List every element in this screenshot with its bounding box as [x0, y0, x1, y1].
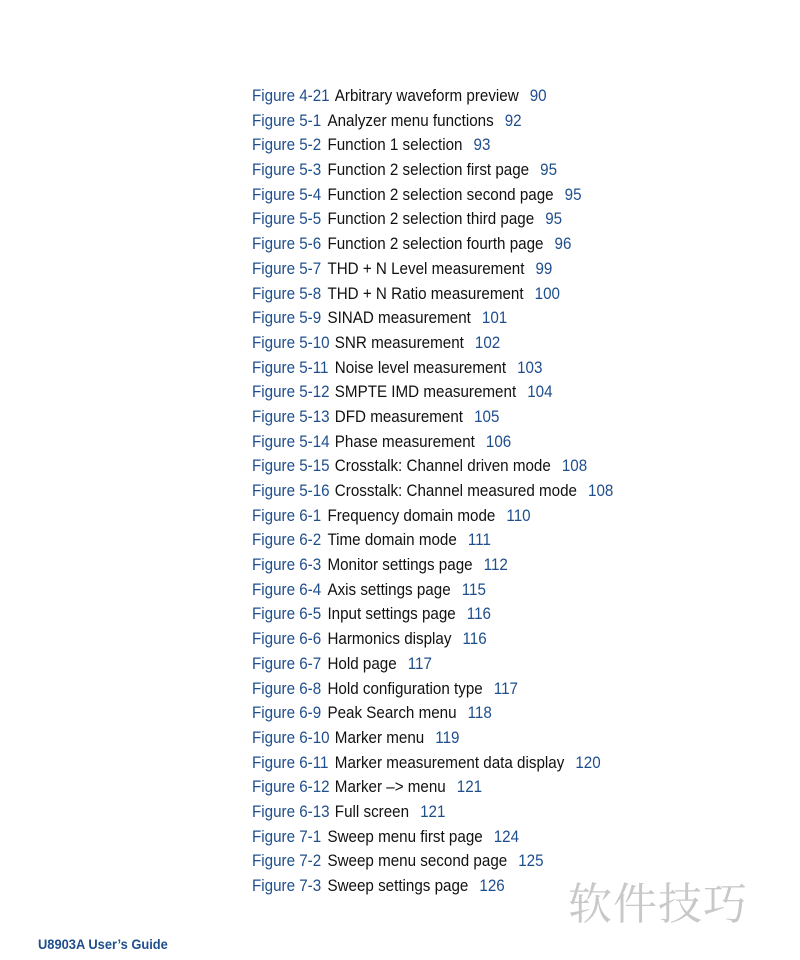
figure-entry [252, 183, 613, 208]
figure-entry [252, 454, 613, 479]
figure-title: Sweep menu first page [327, 827, 483, 846]
figure-label: Figure 5-16 [252, 482, 330, 500]
figure-label: Figure 5-6 [252, 235, 322, 254]
figure-title: Phase measurement [334, 432, 475, 451]
figure-title: Marker –> menu [334, 778, 446, 797]
figure-page-number: 116 [466, 605, 491, 624]
figure-label: Figure 5-14 [252, 432, 330, 451]
figure-label: Figure 5-15 [252, 457, 330, 476]
figure-entry [252, 553, 613, 578]
figure-label: Figure 6-11 [252, 753, 329, 772]
figure-title: Arbitrary waveform preview [334, 87, 519, 105]
figure-entry [252, 430, 613, 455]
figure-title: Time domain mode [327, 531, 457, 550]
figure-title: Axis settings page [327, 580, 451, 599]
figure-page-number: 105 [474, 407, 500, 426]
figure-entry [252, 825, 613, 850]
figure-label: Figure 7-1 [252, 827, 322, 846]
figure-page-number: 104 [527, 383, 553, 402]
figure-label: Figure 5-5 [252, 210, 322, 229]
figure-entry [252, 331, 613, 356]
figure-page-number: 108 [588, 482, 614, 500]
figure-title: Crosstalk: Channel driven mode [334, 457, 551, 476]
figure-page-number: 112 [483, 556, 508, 575]
list-of-figures [252, 84, 645, 899]
figure-page-number: 90 [529, 87, 547, 105]
figure-page-number: 119 [435, 728, 460, 747]
figure-title: THD + N Ratio measurement [327, 284, 524, 303]
figure-title: Function 2 selection second page [327, 185, 554, 204]
figure-page-number: 99 [535, 259, 553, 278]
figure-page-number: 115 [461, 580, 486, 599]
figure-label: Figure 5-8 [252, 284, 322, 303]
figure-title: Function 2 selection fourth page [327, 235, 544, 254]
figure-entry [252, 306, 613, 331]
figure-page-number: 95 [545, 210, 563, 229]
figure-label: Figure 6-8 [252, 679, 322, 698]
figure-entry [252, 380, 613, 405]
figure-title: DFD measurement [334, 407, 464, 426]
figure-label: Figure 6-10 [252, 728, 330, 747]
figure-label: Figure 6-1 [252, 506, 322, 525]
figure-entry [252, 677, 613, 702]
figure-label: Figure 5-13 [252, 407, 330, 426]
figure-page-number: 95 [564, 185, 582, 204]
figure-page-number: 117 [493, 679, 518, 698]
figure-label: Figure 6-4 [252, 580, 322, 599]
figure-page-number: 110 [506, 506, 531, 525]
figure-label: Figure 6-6 [252, 630, 322, 649]
figure-title: Crosstalk: Channel measured mode [334, 482, 577, 500]
figure-title: Harmonics display [327, 630, 452, 649]
watermark: 软件技巧 [568, 879, 748, 930]
figure-label: Figure 6-7 [252, 654, 322, 673]
figure-label: Figure 5-7 [252, 259, 322, 278]
figure-label: Figure 4-21 [252, 87, 330, 105]
figure-page-number: 93 [473, 136, 491, 155]
figure-entry [252, 282, 613, 307]
figure-page-number: 102 [474, 333, 501, 352]
figure-label: Figure 7-2 [252, 852, 322, 871]
footer-guide-title: U8903A User’s Guide [38, 936, 168, 952]
figure-entry [252, 849, 613, 874]
figure-label: Figure 5-2 [252, 136, 322, 155]
figure-page-number: 121 [420, 802, 446, 821]
figure-entry [252, 479, 613, 504]
figure-entry [252, 751, 613, 776]
figure-label: Figure 5-10 [252, 333, 330, 352]
figure-page-number: 95 [540, 161, 558, 180]
figure-page-number: 120 [575, 753, 601, 772]
figure-entry [252, 356, 613, 381]
figure-label: Figure 6-2 [252, 531, 322, 550]
figure-title: Noise level measurement [334, 358, 507, 377]
figure-entry [252, 602, 613, 627]
figure-page-number: 117 [407, 654, 432, 673]
figure-title: SINAD measurement [327, 309, 471, 328]
figure-entry [252, 109, 613, 134]
figure-page-number: 118 [467, 704, 492, 723]
figure-page-number: 116 [462, 630, 487, 649]
figure-entry [252, 800, 613, 825]
figure-label: Figure 5-3 [252, 161, 322, 180]
figure-title: Full screen [334, 802, 410, 821]
figure-label: Figure 6-12 [252, 778, 330, 797]
figure-title: Hold configuration type [327, 679, 483, 698]
figure-title: Sweep menu second page [327, 852, 508, 871]
figure-page-number: 96 [554, 235, 572, 254]
figure-title: Peak Search menu [327, 704, 457, 723]
figure-title: Hold page [327, 654, 397, 673]
figure-entry [252, 775, 613, 800]
figure-entry [252, 874, 613, 899]
figure-page-number: 126 [479, 877, 505, 895]
figure-entry [252, 726, 613, 751]
figure-entry [252, 232, 613, 257]
figure-title: Function 2 selection third page [327, 210, 535, 229]
figure-entry [252, 627, 613, 652]
figure-entry [252, 207, 613, 232]
figure-title: Frequency domain mode [327, 506, 496, 525]
figure-page-number: 101 [481, 309, 508, 328]
figure-label: Figure 6-5 [252, 605, 322, 624]
figure-page-number: 108 [561, 457, 588, 476]
figure-page-number: 103 [517, 358, 543, 377]
figure-page-number: 92 [504, 111, 522, 130]
figure-page-number: 125 [518, 852, 544, 871]
figure-page-number: 124 [493, 827, 520, 846]
figure-entry [252, 84, 613, 109]
figure-page-number: 100 [534, 284, 560, 303]
figure-entry [252, 133, 613, 158]
figure-title: Input settings page [327, 605, 456, 624]
figure-label: Figure 6-13 [252, 802, 330, 821]
figure-label: Figure 6-9 [252, 704, 322, 723]
figure-entry [252, 528, 613, 553]
figure-label: Figure 5-9 [252, 309, 322, 328]
figure-entry [252, 405, 613, 430]
figure-label: Figure 7-3 [252, 877, 322, 895]
figure-label: Figure 5-4 [252, 185, 322, 204]
figure-label: Figure 5-11 [252, 358, 329, 377]
figure-title: Monitor settings page [327, 556, 473, 575]
figure-title: Marker menu [334, 728, 425, 747]
figure-title: Function 1 selection [327, 136, 463, 155]
figure-title: Function 2 selection first page [327, 161, 530, 180]
figure-entry [252, 578, 613, 603]
figure-label: Figure 5-12 [252, 383, 330, 402]
figure-title: THD + N Level measurement [327, 259, 525, 278]
figure-entry [252, 257, 613, 282]
figure-entry [252, 701, 613, 726]
figure-page-number: 111 [467, 531, 491, 550]
figure-title: Marker measurement data display [334, 753, 565, 772]
figure-title: Sweep settings page [327, 877, 469, 895]
figure-title: SMPTE IMD measurement [334, 383, 517, 402]
figure-entry [252, 158, 613, 183]
figure-entry [252, 504, 613, 529]
figure-entry [252, 652, 613, 677]
figure-label: Figure 5-1 [252, 111, 322, 130]
figure-label: Figure 6-3 [252, 556, 322, 575]
figure-title: Analyzer menu functions [327, 111, 494, 130]
figure-title: SNR measurement [334, 333, 464, 352]
figure-page-number: 106 [485, 432, 512, 451]
figure-page-number: 121 [456, 778, 483, 797]
